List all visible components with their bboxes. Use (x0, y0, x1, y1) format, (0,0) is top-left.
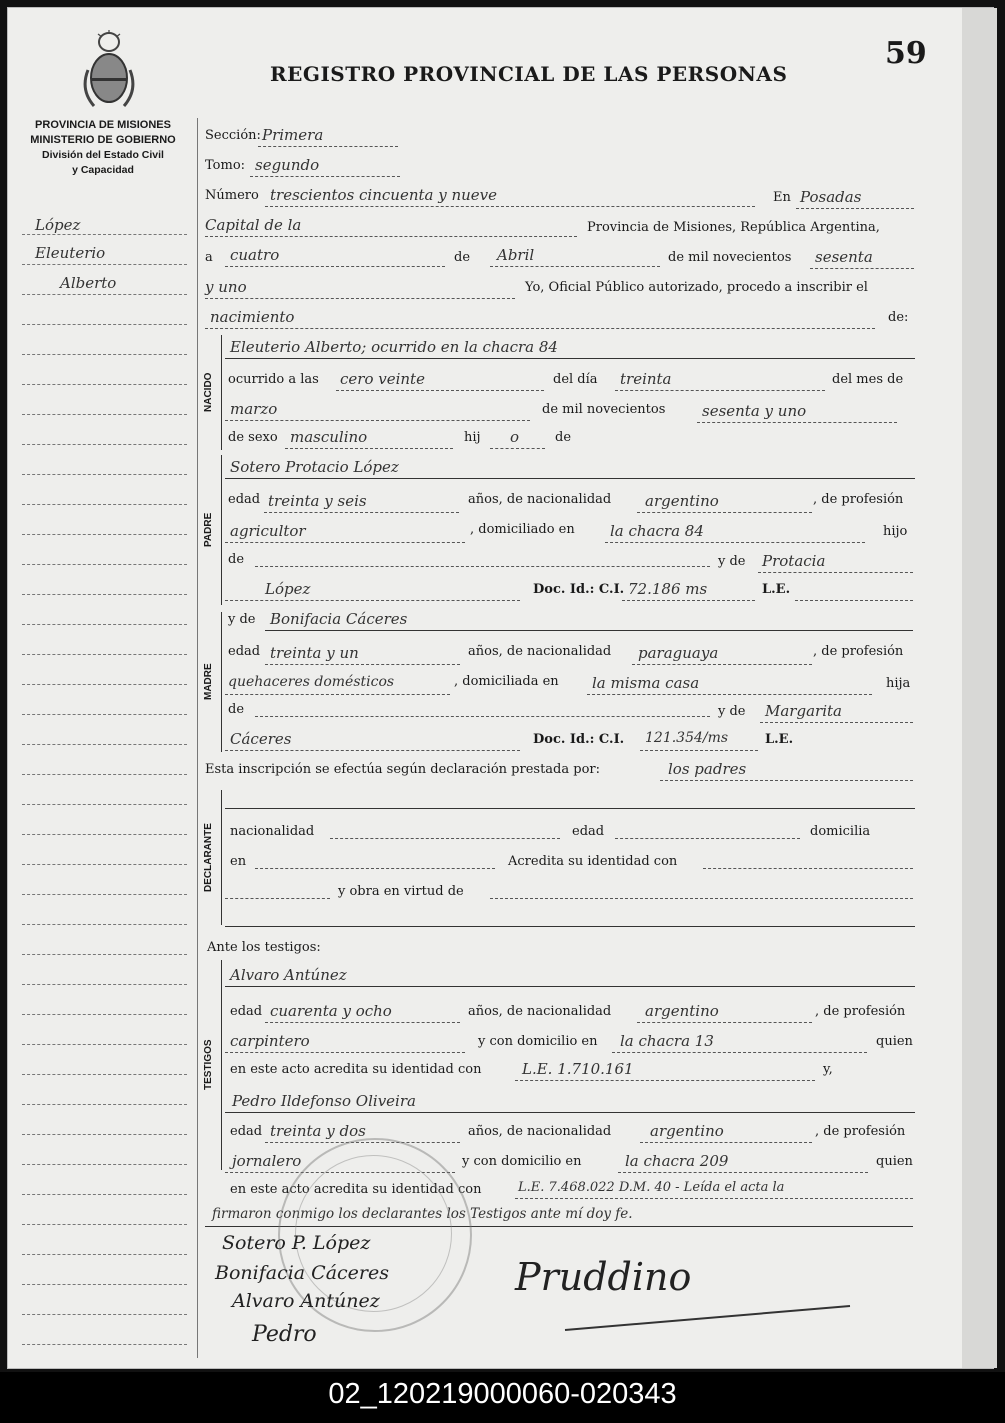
padre-yde-label: y de (718, 554, 746, 569)
declaracion-value: los padres (668, 760, 747, 778)
issuer-line-ministry: MINISTERIO DE GOBIERNO (30, 134, 176, 146)
nacido-mil-label: de mil novecientos (542, 402, 666, 417)
margin-ruled-line (22, 384, 187, 385)
testigo1-nombre: Alvaro Antúnez (230, 966, 347, 984)
testigo1-doc-line (515, 1080, 815, 1081)
padre-madre-line2 (225, 600, 520, 601)
margin-ruled-line (22, 1014, 187, 1015)
margin-surname: López (35, 216, 81, 234)
nacido-mes-line (225, 420, 530, 421)
margin-ruled-line (22, 294, 187, 295)
nacido-nombre: Eleuterio Alberto; ocurrido en la chacra 84 (230, 338, 558, 356)
issuer-line-capacity: y Capacidad (72, 164, 134, 176)
sexo-value: masculino (290, 428, 368, 446)
padre-sidebar (203, 455, 222, 605)
padre-edad-line (264, 512, 459, 513)
margin-ruled-line (22, 804, 187, 805)
madre-nombre-line (265, 630, 913, 631)
testigo2-edad-label: edad (230, 1124, 263, 1139)
testigo2-nac-value: argentino (650, 1122, 724, 1140)
madre-padre-line (255, 716, 710, 717)
sexo-line (285, 448, 453, 449)
padre-madre-value2: López (265, 580, 311, 598)
madre-prof-line (225, 694, 450, 695)
margin-ruled-line (22, 774, 187, 775)
acto-line (205, 328, 875, 329)
declarante-nac-label: nacionalidad (230, 824, 315, 839)
declarante-edad-line (615, 838, 800, 839)
testigo1-y-label: y, (823, 1062, 833, 1077)
declarante-dom-label: domicilia (810, 824, 871, 839)
signature-oficial-underline (560, 1300, 860, 1340)
margin-ruled-line (22, 234, 187, 235)
numero-line (265, 206, 755, 207)
madre-de-label: de (228, 702, 245, 717)
margin-ruled-line (22, 894, 187, 895)
issuer-block (18, 118, 188, 178)
declarante-en-line (255, 868, 495, 869)
margin-ruled-line (22, 744, 187, 745)
madre-edad-line (265, 664, 460, 665)
declarante-nac-line (330, 838, 560, 839)
padre-prof-line (225, 542, 465, 543)
madre-dom-label: , domiciliada en (454, 674, 559, 689)
testigo2-prof-value: jornalero (232, 1152, 302, 1170)
a-label: a (205, 250, 213, 265)
testigo2-edad-value: treinta y dos (270, 1122, 366, 1140)
mil-label: de mil novecientos (668, 250, 792, 265)
signature-madre: Bonifacia Cáceres (215, 1262, 389, 1284)
tomo-value: segundo (255, 156, 320, 174)
seccion-label: Sección: (205, 128, 261, 143)
nacido-sidebar (203, 335, 222, 450)
hij-value: o (510, 428, 520, 446)
dia-value: cuatro (230, 246, 280, 264)
declarante-nombre-line (225, 808, 915, 809)
testigo1-nac-line (637, 1022, 812, 1023)
madre-edad-value: treinta y un (270, 644, 359, 662)
madre-madre-value1: Margarita (765, 702, 842, 720)
hora-value: cero veinte (340, 370, 425, 388)
cierre-text: firmaron conmigo los declarantes los Testigos ante mí doy fe. (212, 1206, 633, 1222)
declarante-obra-label: y obra en virtud de (338, 884, 464, 899)
margin-ruled-line (22, 1254, 187, 1255)
testigo2-doc-line (515, 1198, 913, 1199)
margin-name2: Alberto (60, 274, 117, 292)
oficial-text: Yo, Oficial Público autorizado, procedo a inscribir el (525, 280, 868, 295)
padre-prof-value: agricultor (230, 522, 306, 540)
testigos-ante-label: Ante los testigos: (207, 940, 321, 955)
margin-ruled-line (22, 474, 187, 475)
testigo2-nac-label: años, de nacionalidad (468, 1124, 612, 1139)
testigo1-quien-label: quien (876, 1034, 913, 1049)
padre-doc-value: 72.186 ms (628, 580, 708, 598)
margin-ruled-line (22, 714, 187, 715)
padre-dom-value: la chacra 84 (610, 522, 704, 540)
declarante-acredita-label: Acredita su identidad con (508, 854, 678, 869)
padre-nombre: Sotero Protacio López (230, 458, 399, 476)
page-number: 59 (885, 36, 927, 71)
nacido-de-label: de (555, 430, 572, 445)
testigo1-prof-line (225, 1052, 465, 1053)
madre-doc-label: Doc. Id.: C.I. (533, 732, 625, 747)
declarante-en-label: en (230, 854, 247, 869)
ocurrido-label: ocurrido a las (228, 372, 319, 387)
signature-testigo2: Pedro (252, 1322, 317, 1347)
hora-line (336, 390, 544, 391)
testigo2-dom-value: la chacra 209 (625, 1152, 729, 1170)
padre-padre-line (255, 566, 710, 567)
margin-ruled-line (22, 1044, 187, 1045)
madre-madre-value2: Cáceres (230, 730, 292, 748)
madre-sidebar (203, 612, 222, 752)
madre-hija-label: hija (886, 676, 911, 691)
en-label: En (773, 190, 791, 205)
testigo1-dom-label: y con domicilio en (478, 1034, 598, 1049)
dia-line (225, 266, 445, 267)
margin-ruled-line (22, 1134, 187, 1135)
de2-label: de: (888, 310, 909, 325)
margin-ruled-line (22, 444, 187, 445)
numero-value: trescientos cincuenta y nueve (270, 186, 498, 204)
anio-line1 (810, 268, 914, 269)
margin-ruled-line (22, 1344, 187, 1345)
hij-label: hij (464, 430, 481, 445)
margin-ruled-line (22, 264, 187, 265)
testigo1-edad-value: cuarenta y ocho (270, 1002, 392, 1020)
declaracion-line (660, 780, 913, 781)
testigo1-nac-label: años, de nacionalidad (468, 1004, 612, 1019)
testigo2-dom-line (618, 1172, 868, 1173)
testigo2-acredita-label: en este acto acredita su identidad con (230, 1182, 482, 1197)
mes-line (490, 266, 660, 267)
signature-oficial: Pruddino (515, 1255, 692, 1299)
mes-value: Abril (497, 246, 535, 264)
madre-nac-value: paraguaya (638, 644, 719, 662)
margin-divider (197, 118, 198, 1358)
testigo2-dom-label: y con domicilio en (462, 1154, 582, 1169)
testigo1-acredita-label: en este acto acredita su identidad con (230, 1062, 482, 1077)
testigos-section-label: TESTIGOS (203, 1039, 214, 1091)
padre-madre-value1: Protacia (762, 552, 826, 570)
padre-nombre-line (225, 478, 915, 479)
testigo2-nombre-line (225, 1112, 915, 1113)
margin-ruled-line (22, 1074, 187, 1075)
coat-of-arms-icon (80, 30, 138, 112)
madre-prof-value: quehaceres domésticos (228, 674, 395, 690)
padre-dom-line (605, 542, 865, 543)
page-edge (962, 8, 997, 1368)
margin-ruled-line (22, 1104, 187, 1105)
testigo2-nac-line (640, 1142, 812, 1143)
padre-le-line (795, 600, 913, 601)
anio-value1: sesenta (815, 248, 873, 266)
padre-nac-line (637, 512, 812, 513)
nacido-dia-line (615, 390, 825, 391)
nacido-anio-line (697, 422, 897, 423)
scan-code: 02_120219000060-020343 (328, 1378, 677, 1410)
margin-ruled-line (22, 864, 187, 865)
seccion-value: Primera (262, 126, 324, 144)
madre-doc-value: 121.354/ms (645, 730, 729, 746)
margin-ruled-line (22, 954, 187, 955)
mes-label: del mes de (832, 372, 904, 387)
madre-madre-line2 (225, 750, 520, 751)
padre-nac-label: años, de nacionalidad (468, 492, 612, 507)
madre-section-label: MADRE (203, 663, 214, 701)
margin-ruled-line (22, 594, 187, 595)
margin-ruled-line (22, 564, 187, 565)
margin-ruled-line (22, 1314, 187, 1315)
padre-doc-label: Doc. Id.: C.I. (533, 582, 625, 597)
nacido-section-label: NACIDO (203, 372, 214, 413)
margin-ruled-line (22, 414, 187, 415)
margin-ruled-line (22, 654, 187, 655)
testigo1-edad-label: edad (230, 1004, 263, 1019)
padre-le-label: L.E. (762, 582, 791, 597)
scan-code-footer (0, 1372, 1005, 1423)
nacido-anio-value: sesenta y uno (702, 402, 807, 420)
en-value: Posadas (800, 188, 862, 206)
madre-doc-line (640, 750, 758, 751)
nacido-dia-value: treinta (620, 370, 672, 388)
madre-nac-label: años, de nacionalidad (468, 644, 612, 659)
margin-ruled-line (22, 324, 187, 325)
testigo1-dom-value: la chacra 13 (620, 1032, 714, 1050)
declarante-section-label: DECLARANTE (203, 823, 214, 892)
document-title: REGISTRO PROVINCIAL DE LAS PERSONAS (270, 62, 788, 86)
madre-yde-label: y de (228, 612, 256, 627)
testigo1-prof-value: carpintero (230, 1032, 310, 1050)
margin-name1: Eleuterio (35, 244, 106, 262)
testigo2-nombre: Pedro Ildefonso Oliveira (232, 1092, 416, 1110)
testigo1-prof-label: , de profesión (815, 1004, 906, 1019)
sexo-label: de sexo (228, 430, 278, 445)
dia-label: del día (553, 372, 598, 387)
testigo2-prof-label: , de profesión (815, 1124, 906, 1139)
margin-ruled-line (22, 534, 187, 535)
issuer-line-division: División del Estado Civil (42, 149, 164, 161)
anio-value2: y uno (205, 278, 247, 296)
margin-ruled-line (22, 1194, 187, 1195)
padre-madre-line1 (758, 572, 913, 573)
margin-ruled-line (22, 684, 187, 685)
padre-de-label: de (228, 552, 245, 567)
padre-edad-value: treinta y seis (268, 492, 367, 510)
signature-padre: Sotero P. López (222, 1232, 371, 1254)
testigo2-quien-label: quien (876, 1154, 913, 1169)
padre-section-label: PADRE (203, 512, 214, 548)
margin-ruled-line (22, 984, 187, 985)
de-label: de (454, 250, 471, 265)
madre-dom-line (587, 694, 872, 695)
margin-ruled-line (22, 834, 187, 835)
madre-le-label: L.E. (765, 732, 794, 747)
testigo1-edad-line (265, 1022, 460, 1023)
margin-ruled-line (22, 624, 187, 625)
padre-edad-label: edad (228, 492, 261, 507)
madre-nombre: Bonifacia Cáceres (270, 610, 408, 628)
hij-line (490, 448, 545, 449)
madre-nac-line (632, 664, 812, 665)
tomo-label: Tomo: (205, 158, 246, 173)
testigo1-dom-line (612, 1052, 867, 1053)
declarante-pre-obra-line (225, 898, 330, 899)
declarante-acredita-line (703, 868, 913, 869)
padre-hijo-label: hijo (883, 524, 908, 539)
testigo1-nombre-line (225, 986, 915, 987)
margin-ruled-line (22, 924, 187, 925)
madre-prof-label: , de profesión (813, 644, 904, 659)
padre-doc-line (622, 600, 755, 601)
margin-ruled-line (22, 1164, 187, 1165)
tomo-line (250, 176, 400, 177)
declarante-edad-label: edad (572, 824, 605, 839)
padre-nac-value: argentino (645, 492, 719, 510)
seccion-line (258, 146, 398, 147)
en-line (796, 208, 914, 209)
signature-testigo1: Alvaro Antúnez (232, 1290, 380, 1312)
margin-ruled-line (22, 354, 187, 355)
issuer-line-province: PROVINCIA DE MISIONES (35, 119, 171, 131)
padre-prof-label: , de profesión (813, 492, 904, 507)
testigo1-nac-value: argentino (645, 1002, 719, 1020)
provincia-text: Provincia de Misiones, República Argentina, (587, 220, 880, 235)
testigo1-doc-value: L.E. 1.710.161 (522, 1060, 634, 1078)
testigos-sidebar (203, 960, 222, 1170)
margin-ruled-line (22, 1284, 187, 1285)
margin-ruled-line (22, 1224, 187, 1225)
madre-madre-line1 (760, 722, 913, 723)
madre-edad-label: edad (228, 644, 261, 659)
declarante-bottom-line (225, 926, 915, 927)
declarante-sidebar (203, 790, 222, 925)
nacido-nombre-line (225, 358, 915, 359)
declarante-obra-line (490, 898, 913, 899)
anio-line2 (205, 298, 515, 299)
padre-dom-label: , domiciliado en (470, 522, 575, 537)
numero-label: Número (205, 188, 259, 203)
nacido-mes-value: marzo (230, 400, 278, 418)
madre-yde2-label: y de (718, 704, 746, 719)
testigo2-doc-value: L.E. 7.468.022 D.M. 40 - Leída el acta la (518, 1180, 785, 1195)
madre-dom-value: la misma casa (592, 674, 700, 692)
declaracion-text: Esta inscripción se efectúa según declaración prestada por: (205, 762, 600, 777)
capital-line (205, 236, 577, 237)
capital-value: Capital de la (205, 216, 302, 234)
acto-value: nacimiento (210, 308, 295, 326)
margin-ruled-line (22, 504, 187, 505)
